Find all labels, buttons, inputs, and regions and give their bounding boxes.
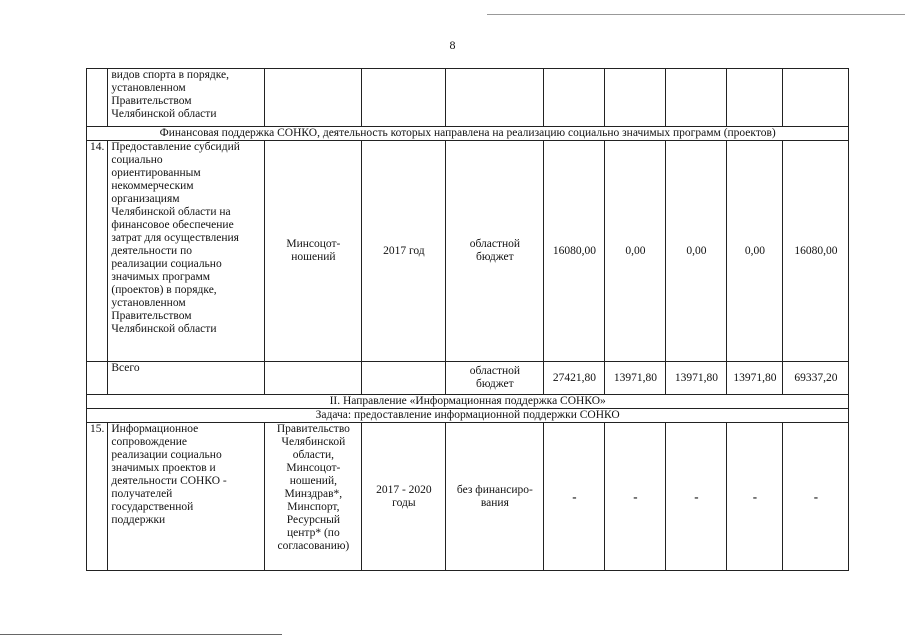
cell-value-total: -: [783, 423, 849, 571]
cell-value-2018: -: [605, 423, 666, 571]
cell-total-2019: 13971,80: [666, 362, 727, 395]
table-row-continuation: [87, 69, 849, 127]
cell-period: 2017 - 2020 годы: [362, 423, 446, 571]
footnote-rule: [0, 634, 282, 635]
cell-executor: Минсоцот- ношений: [265, 141, 362, 362]
cell-value: [605, 69, 666, 127]
section-title-financial: Финансовая поддержка СОНКО, деятельность которых направлена на реализацию социально значимых программ (проектов): [87, 127, 849, 141]
section-row-direction-2: [87, 395, 849, 409]
cell-period: [362, 362, 446, 395]
cell-executor: [265, 69, 362, 127]
cell-source: областной бюджет: [446, 141, 544, 362]
cell-period: 2017 год: [362, 141, 446, 362]
cell-description: Предоставление субсидий социально ориентированным некоммерческим организациям Челябинской области на финансовое обеспечение затрат для осуществления деятельности по реализации социально значимых программ (проектов) в порядке, установленном Правительством Челябинской области: [108, 141, 265, 362]
program-table: [86, 68, 849, 571]
cell-number: [87, 362, 108, 395]
cell-value-2018: 0,00: [605, 141, 666, 362]
cell-total-sum: 69337,20: [783, 362, 849, 395]
cell-value: [666, 69, 727, 127]
section-row-task: [87, 409, 849, 423]
section-row-financial: [87, 127, 849, 141]
cell-total-2020: 13971,80: [727, 362, 783, 395]
cell-value-2017: 16080,00: [544, 141, 605, 362]
page-number: 8: [449, 38, 456, 52]
cell-source: [446, 69, 544, 127]
table-row-total: [87, 362, 849, 395]
section-title-direction-2: II. Направление «Информационная поддержка СОНКО»: [87, 395, 849, 409]
cell-value-2020: 0,00: [727, 141, 783, 362]
cell-value-2019: -: [666, 423, 727, 571]
cell-number: 15.: [87, 423, 108, 571]
cell-description: видов спорта в порядке, установленном Правительством Челябинской области: [108, 69, 265, 127]
cell-value: [783, 69, 849, 127]
cell-period: [362, 69, 446, 127]
cell-number: 14.: [87, 141, 108, 362]
cell-value-total: 16080,00: [783, 141, 849, 362]
table-row-item-15: [87, 423, 849, 571]
table-row-item-14: [87, 141, 849, 362]
cell-value-2017: -: [544, 423, 605, 571]
cell-executor: Правительство Челябинской области, Минсоцот- ношений, Минздрав*, Минспорт, Ресурсный центр* (по согласованию): [265, 423, 362, 571]
cell-value-2019: 0,00: [666, 141, 727, 362]
cell-value-2020: -: [727, 423, 783, 571]
top-rule: [487, 14, 905, 15]
cell-total-label: Всего: [108, 362, 265, 395]
cell-value: [544, 69, 605, 127]
cell-source: без финансиро- вания: [446, 423, 544, 571]
cell-source: областной бюджет: [446, 362, 544, 395]
cell-description: Информационное сопровождение реализации социально значимых проектов и деятельности СОНКО - получателей государственной поддержки: [108, 423, 265, 571]
cell-executor: [265, 362, 362, 395]
cell-number: [87, 69, 108, 127]
section-title-task: Задача: предоставление информационной поддержки СОНКО: [87, 409, 849, 423]
cell-value: [727, 69, 783, 127]
cell-total-2017: 27421,80: [544, 362, 605, 395]
cell-total-2018: 13971,80: [605, 362, 666, 395]
